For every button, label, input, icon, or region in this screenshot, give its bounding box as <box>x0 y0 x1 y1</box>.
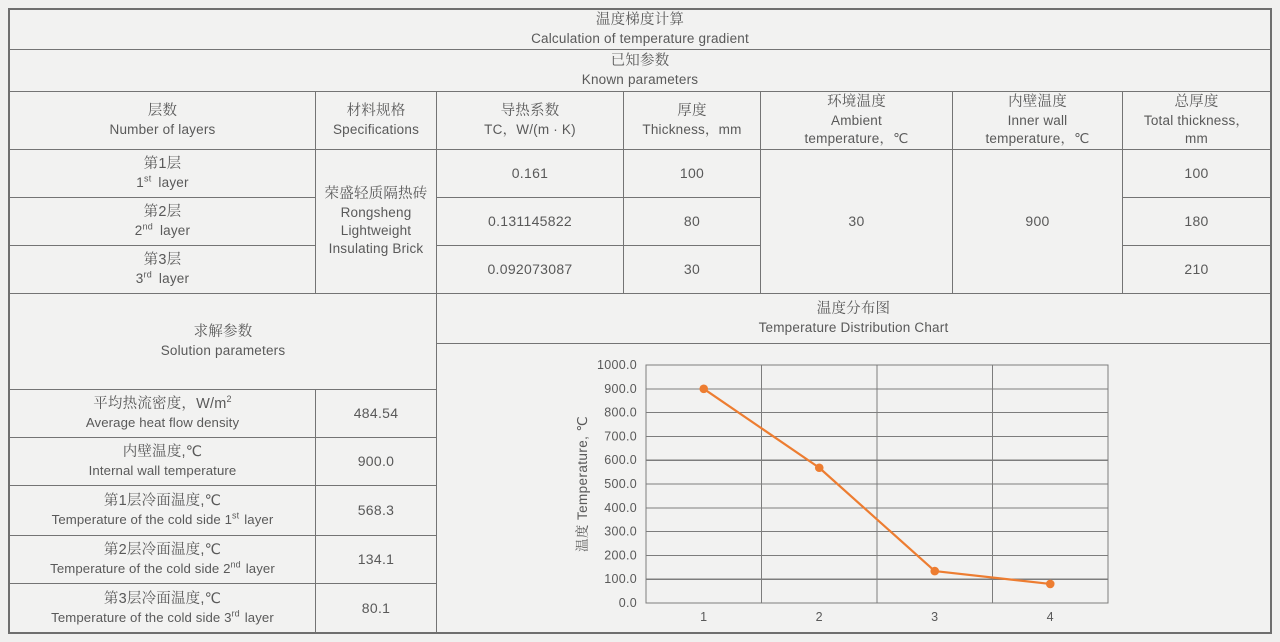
chart-area <box>437 344 1270 632</box>
page-title-en: Calculation of temperature gradient <box>531 31 749 47</box>
data-point-marker <box>815 463 824 472</box>
y-tick-label: 200.0 <box>604 548 637 563</box>
page-title-zh: 温度梯度计算 <box>595 12 685 29</box>
tc-value-layer-2: 0.131145822 <box>437 198 624 246</box>
x-tick-label: 1 <box>700 610 708 624</box>
x-tick-label: 2 <box>815 610 823 624</box>
inner-wall-temperature-value: 900 <box>953 150 1123 294</box>
y-tick-label: 400.0 <box>604 500 637 515</box>
y-axis-title: 温度 Temperature, ℃ <box>575 416 590 552</box>
y-tick-label: 700.0 <box>604 429 637 444</box>
header-cell-thickness: 厚度 Thickness，mm <box>624 92 761 150</box>
avg-heat-flow-label: 平均热流密度，$W/m^2$ Average heat flow density <box>10 390 316 438</box>
header-cell-total-thickness: 总厚度 Total thickness，mm <box>1123 92 1270 150</box>
material-spec-cell: 荣盛轻质隔热砖 Rongsheng Lightweight Insulating Brick <box>316 150 437 294</box>
total-thickness-layer-3: 210 <box>1123 246 1270 294</box>
solution-parameters-header: 求解参数 Solution parameters <box>10 294 437 390</box>
known-parameters-table <box>10 92 1270 294</box>
layer-3-label: 第3层 3rd layer <box>10 246 316 294</box>
data-point-marker <box>930 567 939 576</box>
header-cell-tc: 导热系数 TC，W/(m · K) <box>437 92 624 150</box>
total-thickness-layer-1: 100 <box>1123 150 1270 198</box>
y-tick-label: 300.0 <box>604 524 637 539</box>
cold-side-3-value: 80.1 <box>316 584 437 632</box>
y-tick-label: 0.0 <box>618 596 637 610</box>
header-cell-ambient: 环境温度 Ambient temperature，℃ <box>761 92 953 150</box>
bottom-section <box>10 294 1270 632</box>
calculation-sheet <box>8 8 1272 634</box>
y-tick-label: 500.0 <box>604 477 637 491</box>
thickness-value-layer-1: 100 <box>624 150 761 198</box>
temperature-line-chart <box>437 344 1270 632</box>
layer-1-label: 第1层 1st layer <box>10 150 316 198</box>
tc-value-layer-1: 0.161 <box>437 150 624 198</box>
data-point-marker <box>699 385 708 394</box>
x-tick-label: 3 <box>931 610 939 624</box>
header-cell-specifications: 材料规格 Specifications <box>316 92 437 150</box>
known-parameters-section-title <box>10 50 1270 92</box>
data-point-marker <box>1046 580 1055 589</box>
header-cell-inner-wall: 内壁温度 Inner wall temperature，℃ <box>953 92 1123 150</box>
thickness-value-layer-3: 30 <box>624 246 761 294</box>
header-cell-layers: 层数 Number of layers <box>10 92 316 150</box>
chart-title: 温度分布图 Temperature Distribution Chart <box>437 294 1270 344</box>
y-tick-label: 800.0 <box>604 405 637 420</box>
known-section-en: Known parameters <box>581 72 699 88</box>
cold-side-2-value: 134.1 <box>316 536 437 584</box>
ambient-temperature-value: 30 <box>761 150 953 294</box>
internal-wall-temp-label: 内壁温度,℃ Internal wall temperature <box>10 438 316 486</box>
y-tick-label: 1000.0 <box>596 358 637 372</box>
cold-side-1-value: 568.3 <box>316 486 437 536</box>
page-title <box>10 10 1270 50</box>
solution-parameters-table <box>10 294 437 632</box>
cold-side-3-label: 第3层冷面温度,℃ Temperature of the cold side 3rd layer <box>10 584 316 632</box>
x-tick-label: 4 <box>1046 610 1054 624</box>
chart-panel <box>437 294 1270 632</box>
cold-side-1-label: 第1层冷面温度,℃ Temperature of the cold side 1st layer <box>10 486 316 536</box>
thickness-value-layer-2: 80 <box>624 198 761 246</box>
tc-value-layer-3: 0.092073087 <box>437 246 624 294</box>
cold-side-2-label: 第2层冷面温度,℃ Temperature of the cold side 2nd layer <box>10 536 316 584</box>
avg-heat-flow-value: 484.54 <box>316 390 437 438</box>
y-tick-label: 900.0 <box>604 381 637 396</box>
total-thickness-layer-2: 180 <box>1123 198 1270 246</box>
y-tick-label: 100.0 <box>604 572 637 587</box>
internal-wall-temp-value: 900.0 <box>316 438 437 486</box>
y-tick-label: 600.0 <box>604 453 637 468</box>
known-section-zh: 已知参数 <box>610 53 670 70</box>
layer-2-label: 第2层 2nd layer <box>10 198 316 246</box>
